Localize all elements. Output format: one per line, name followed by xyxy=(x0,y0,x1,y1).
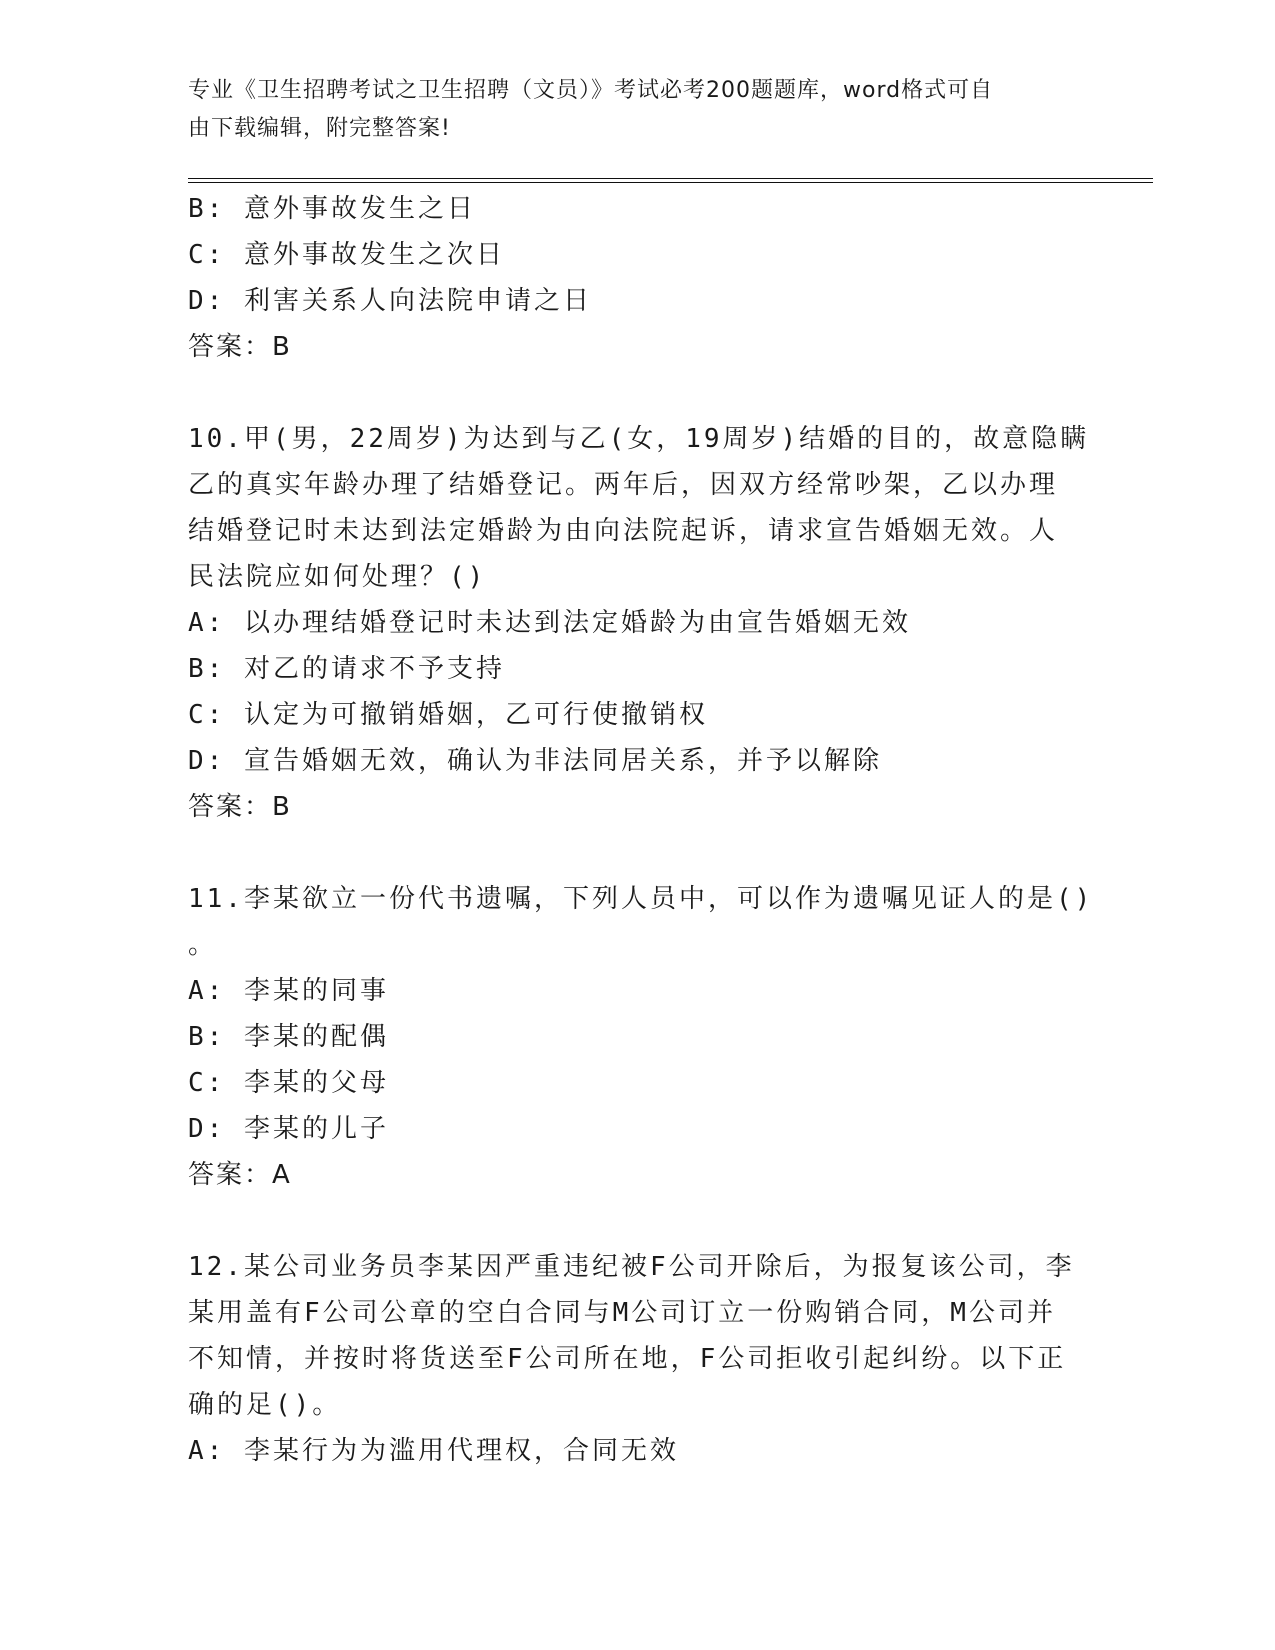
answer-line: 答案：A xyxy=(188,1160,292,1190)
question-text-line: 某用盖有F公司公章的空白合同与M公司订立一份购销合同，M公司并 xyxy=(188,1298,1056,1328)
option-d: D: 利害关系人向法院申请之日 xyxy=(188,286,592,316)
question-text-line: 乙的真实年龄办理了结婚登记。两年后，因双方经常吵架，乙以办理 xyxy=(188,470,1059,500)
header-divider xyxy=(188,178,1153,183)
answer-line: 答案：B xyxy=(188,332,292,362)
option-b: B: 意外事故发生之日 xyxy=(188,194,476,224)
question-11 xyxy=(188,876,1094,1198)
question-text-line: 11.李某欲立一份代书遗嘱，下列人员中，可以作为遗嘱见证人的是() xyxy=(188,884,1094,914)
option-c: C: 认定为可撤销婚姻，乙可行使撤销权 xyxy=(188,700,708,730)
question-10 xyxy=(188,416,1090,830)
header-line-2: 由下载编辑，附完整答案! xyxy=(188,116,451,141)
option-c: C: 意外事故发生之次日 xyxy=(188,240,505,270)
question-text-line: 民法院应如何处理？() xyxy=(188,562,487,592)
question-text-line: 不知情，并按时将货送至F公司所在地，F公司拒收引起纠纷。以下正 xyxy=(188,1344,1067,1374)
question-text-line: 确的足()。 xyxy=(188,1390,342,1420)
option-a: A: 李某的同事 xyxy=(188,976,389,1006)
option-b: B: 李某的配偶 xyxy=(188,1022,389,1052)
question-text-line: 10.甲(男，22周岁)为达到与乙(女，19周岁)结婚的目的，故意隐瞒 xyxy=(188,424,1090,454)
answer-line: 答案：B xyxy=(188,792,292,822)
question-text-line: 。 xyxy=(188,930,218,960)
option-d: D: 宣告婚姻无效，确认为非法同居关系，并予以解除 xyxy=(188,746,882,776)
question-text-line: 结婚登记时未达到法定婚龄为由向法院起诉，请求宣告婚姻无效。人 xyxy=(188,516,1059,546)
question-text-line: 12.某公司业务员李某因严重违纪被F公司开除后，为报复该公司，李 xyxy=(188,1252,1075,1282)
option-a: A: 李某行为为滥用代理权，合同无效 xyxy=(188,1436,679,1466)
option-a: A: 以办理结婚登记时未达到法定婚龄为由宣告婚姻无效 xyxy=(188,608,911,638)
option-c: C: 李某的父母 xyxy=(188,1068,389,1098)
question-content xyxy=(188,186,1094,1474)
question-12 xyxy=(188,1244,1075,1474)
document-header xyxy=(188,72,1068,148)
option-b: B: 对乙的请求不予支持 xyxy=(188,654,505,684)
prev-question-block xyxy=(188,186,1068,370)
option-d: D: 李某的儿子 xyxy=(188,1114,389,1144)
header-line-1: 专业《卫生招聘考试之卫生招聘（文员）》考试必考200题题库，word格式可自 xyxy=(188,78,994,103)
